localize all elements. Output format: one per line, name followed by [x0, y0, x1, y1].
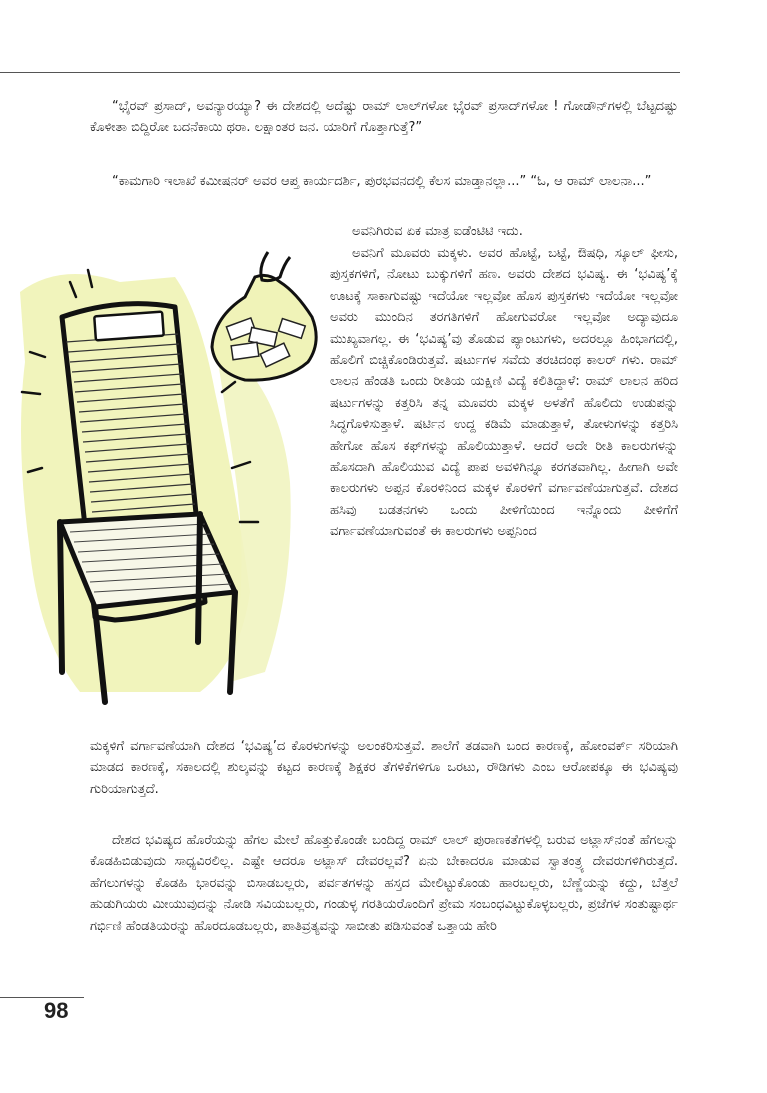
page-number: 98	[44, 998, 69, 1023]
paragraph-6: ದೇಶದ ಭವಿಷ್ಯದ ಹೊರೆಯನ್ನು ಹೆಗಲ ಮೇಲೆ ಹೊತ್ತುಕೊಂಡೇ ಬಂದಿದ್ದ ರಾಮ್ ಲಾಲ್ ಪುರಾಣಕತೆಗಳಲ್ಲಿ ಬರುವ ಅಟ್ಲಾಸ್‌ನಂತೆ ಹೆಗಲನ್ನು ಕೊಡಹಿಬಿಡುವುದು ಸಾಧ್ಯವಿರಲಿಲ್ಲ. ಎಷ್ಟೇ ಆದರೂ ಅಟ್ಲಾಸ್ ದೇವರಲ್ಲವೆ? ಏನು ಬೇಕಾದರೂ ಮಾಡುವ ಸ್ವಾತಂತ್ರ್ಯ ದೇವರುಗಳಿಗಿರುತ್ತದೆ. ಹೆಗಲುಗಳನ್ನು ಕೊಡಹಿ ಭಾರವನ್ನು ಬಿಸಾಡಬಲ್ಲರು, ಪರ್ವತಗಳನ್ನು ಹಸ್ತದ ಮೇಲಿಟ್ಟುಕೊಂಡು ಹಾರಬಲ್ಲರು, ಬೆಣ್ಣೆಯನ್ನು ಕದ್ದು, ಬೆತ್ತಲೆ ಹುಡುಗಿಯರು ಮೀಯುವುದನ್ನು ನೋಡಿ ಸವಿಯಬಲ್ಲರು, ಗಂಡುಳ್ಳ ಗರತಿಯರೊಂದಿಗೆ ಪ್ರೇಮ ಸಂಬಂಧವಿಟ್ಟುಕೊಳ್ಳಬಲ್ಲರು, ಪ್ರಜೆಗಳ ಸಂತುಷ್ಟಾರ್ಥ ಗರ್ಭಿಣಿ ಹೆಂಡತಿಯರನ್ನು ಹೊರದೂಡಬಲ್ಲರು, ಪಾತಿವ್ರತ್ಯವನ್ನು ಸಾಬೀತು ಪಡಿಸುವಂತೆ ಒತ್ತಾಯ ಹೇರಿ	[90, 833, 678, 934]
paragraph-4: ಅವನಿಗೆ ಮೂವರು ಮಕ್ಕಳು. ಅವರ ಹೊಟ್ಟೆ, ಬಟ್ಟೆ, ಔಷಧಿ, ಸ್ಕೂಲ್ ಫೀಸು, ಪುಸ್ತಕಗಳಿಗೆ, ನೋಟು ಬುಕ್ಕುಗಳಿಗೆ ಹಣ. ಅವರು ದೇಶದ ಭವಿಷ್ಯ. ಈ ‘ಭವಿಷ್ಯ’ಕ್ಕೆ ಊಟಕ್ಕೆ ಸಾಕಾಗುವಷ್ಟು ಇದೆಯೋ ಇಲ್ಲವೋ ಹೊಸ ಪುಸ್ತಕಗಳು ಇದೆಯೋ ಇಲ್ಲವೋ ಅವರು ಮುಂದಿನ ತರಗತಿಗಳಿಗೆ ಹೋಗುವರೋ ಇಲ್ಲವೋ ಅದ್ಯಾವುದೂ ಮುಖ್ಯವಾಗಲ್ಲ. ಈ ‘ಭವಿಷ್ಯ’ವು ತೊಡುವ ಪ್ಯಾಂಟುಗಳು, ಅದರಲ್ಲೂ ಹಿಂಭಾಗದಲ್ಲಿ, ಹೊಲಿಗೆ ಬಿಚ್ಚಿಕೊಂಡಿರುತ್ತವೆ. ಷರ್ಟುಗಳ ಸವೆದು ತರಚಿದಂಥ ಕಾಲರ್ ಗಳು. ರಾಮ್ ಲಾಲನ ಹೆಂಡತಿ ಒಂದು ರೀತಿಯ ಯಕ್ಷಿಣಿ ವಿದ್ಯೆ ಕಲಿತಿದ್ದಾಳೆ: ರಾಮ್ ಲಾಲನ ಹರಿದ ಷರ್ಟುಗಳನ್ನು ಕತ್ತರಿಸಿ ತನ್ನ ಮೂವರು ಮಕ್ಕಳ ಅಳತೆಗೆ ಹೊಲಿದು ಉಡುಪನ್ನು ಸಿದ್ಧಗೊಳಿಸುತ್ತಾಳೆ. ಷರ್ಟಿನ ಉದ್ದ ಕಡಿಮೆ ಮಾಡುತ್ತಾಳೆ, ತೋಳುಗಳನ್ನು ಕತ್ತರಿಸಿ ಹೇಗೋ ಹೊಸ ಕಫ್‌ಗಳನ್ನು ಹೊಲಿಯುತ್ತಾಳೆ. ಆದರೆ ಅದೇ ರೀತಿ ಕಾಲರುಗಳನ್ನು ಹೊಸದಾಗಿ ಹೊಲಿಯುವ ವಿದ್ಯೆ ಪಾಪ ಅವಳಿಗಿನ್ನೂ ಕರಗತವಾಗಿಲ್ಲ. ಹೀಗಾಗಿ ಅವೇ ಕಾಲರುಗಳು ಅಪ್ಪನ ಕೊರಳಿನಿಂದ ಮಕ್ಕಳ ಕೊರಳಿಗೆ ವರ್ಗಾವಣೆಯಾಗುತ್ತವೆ. ದೇಶದ ಹಸಿವು ಬಡತನಗಳು ಒಂದು ಪೀಳಿಗೆಯಿಂದ ಇನ್ನೊಂದು ಪೀಳಿಗೆಗೆ ವರ್ಗಾವಣೆಯಾಗುವಂತೆ ಈ ಕಾಲರುಗಳು ಅಪ್ಪನಿಂದ	[330, 246, 678, 540]
paragraph-1: “ಭೈರವ್ ಪ್ರಸಾದ್, ಅವನ್ಯಾರಯ್ಯಾ? ಈ ದೇಶದಲ್ಲಿ ಅದೆಷ್ಟು ರಾಮ್ ಲಾಲ್‌ಗಳೋ ಭೈರವ್ ಪ್ರಸಾದ್‌ಗಳೋ ! ಗೋಡೌನ್‌ಗಳಲ್ಲಿ ಬೆಟ್ಟದಷ್ಟು ಕೊಳೀತಾ ಬಿದ್ದಿರೋ ಬದನೆಕಾಯಿ ಥರಾ. ಲಕ್ಷಾಂತರ ಜನ. ಯಾರಿಗೆ ಗೊತ್ತಾಗುತ್ತೆ?”	[90, 99, 678, 136]
chair-nameplate	[94, 312, 164, 341]
footer-rule	[0, 997, 84, 998]
paragraph-3: ಅವನಿಗಿರುವ ಏಕ ಮಾತ್ರ ಐಡೆಂಟಿಟಿ ಇದು.	[352, 224, 523, 239]
paragraph-2: “ಕಾಮಗಾರಿ ಇಲಾಖೆ ಕಮೀಷನರ್ ಅವರ ಆಪ್ತ ಕಾರ್ಯದರ್ಶಿ, ಪುರಭವನದಲ್ಲಿ ಕೆಲಸ ಮಾಡ್ತಾನಲ್ಲಾ...” “ಓ, ಆ ರಾಮ್ ಲಾಲನಾ...”	[112, 174, 652, 189]
paragraph-5: ಮಕ್ಕಳಿಗೆ ವರ್ಗಾವಣೆಯಾಗಿ ದೇಶದ ‘ಭವಿಷ್ಯ’ದ ಕೊರಳುಗಳನ್ನು ಅಲಂಕರಿಸುತ್ತವೆ. ಶಾಲೆಗೆ ತಡವಾಗಿ ಬಂದ ಕಾರಣಕ್ಕೆ, ಹೋಂವರ್ಕ್ ಸರಿಯಾಗಿ ಮಾಡದ ಕಾರಣಕ್ಕೆ, ಸಕಾಲದಲ್ಲಿ ಶುಲ್ಕವನ್ನು ಕಟ್ಟದ ಕಾರಣಕ್ಕೆ ಶಿಕ್ಷಕರ ತೆಗಳಿಕೆಗಳಿಗೂ ಒರಟು, ರೌಡಿಗಳು ಎಂಬ ಆರೋಪಕ್ಕೂ ಈ ಭವಿಷ್ಯವು ಗುರಿಯಾಗುತ್ತದೆ.	[90, 739, 678, 797]
header-rule	[0, 72, 680, 73]
chair-money-illustration	[0, 222, 330, 710]
